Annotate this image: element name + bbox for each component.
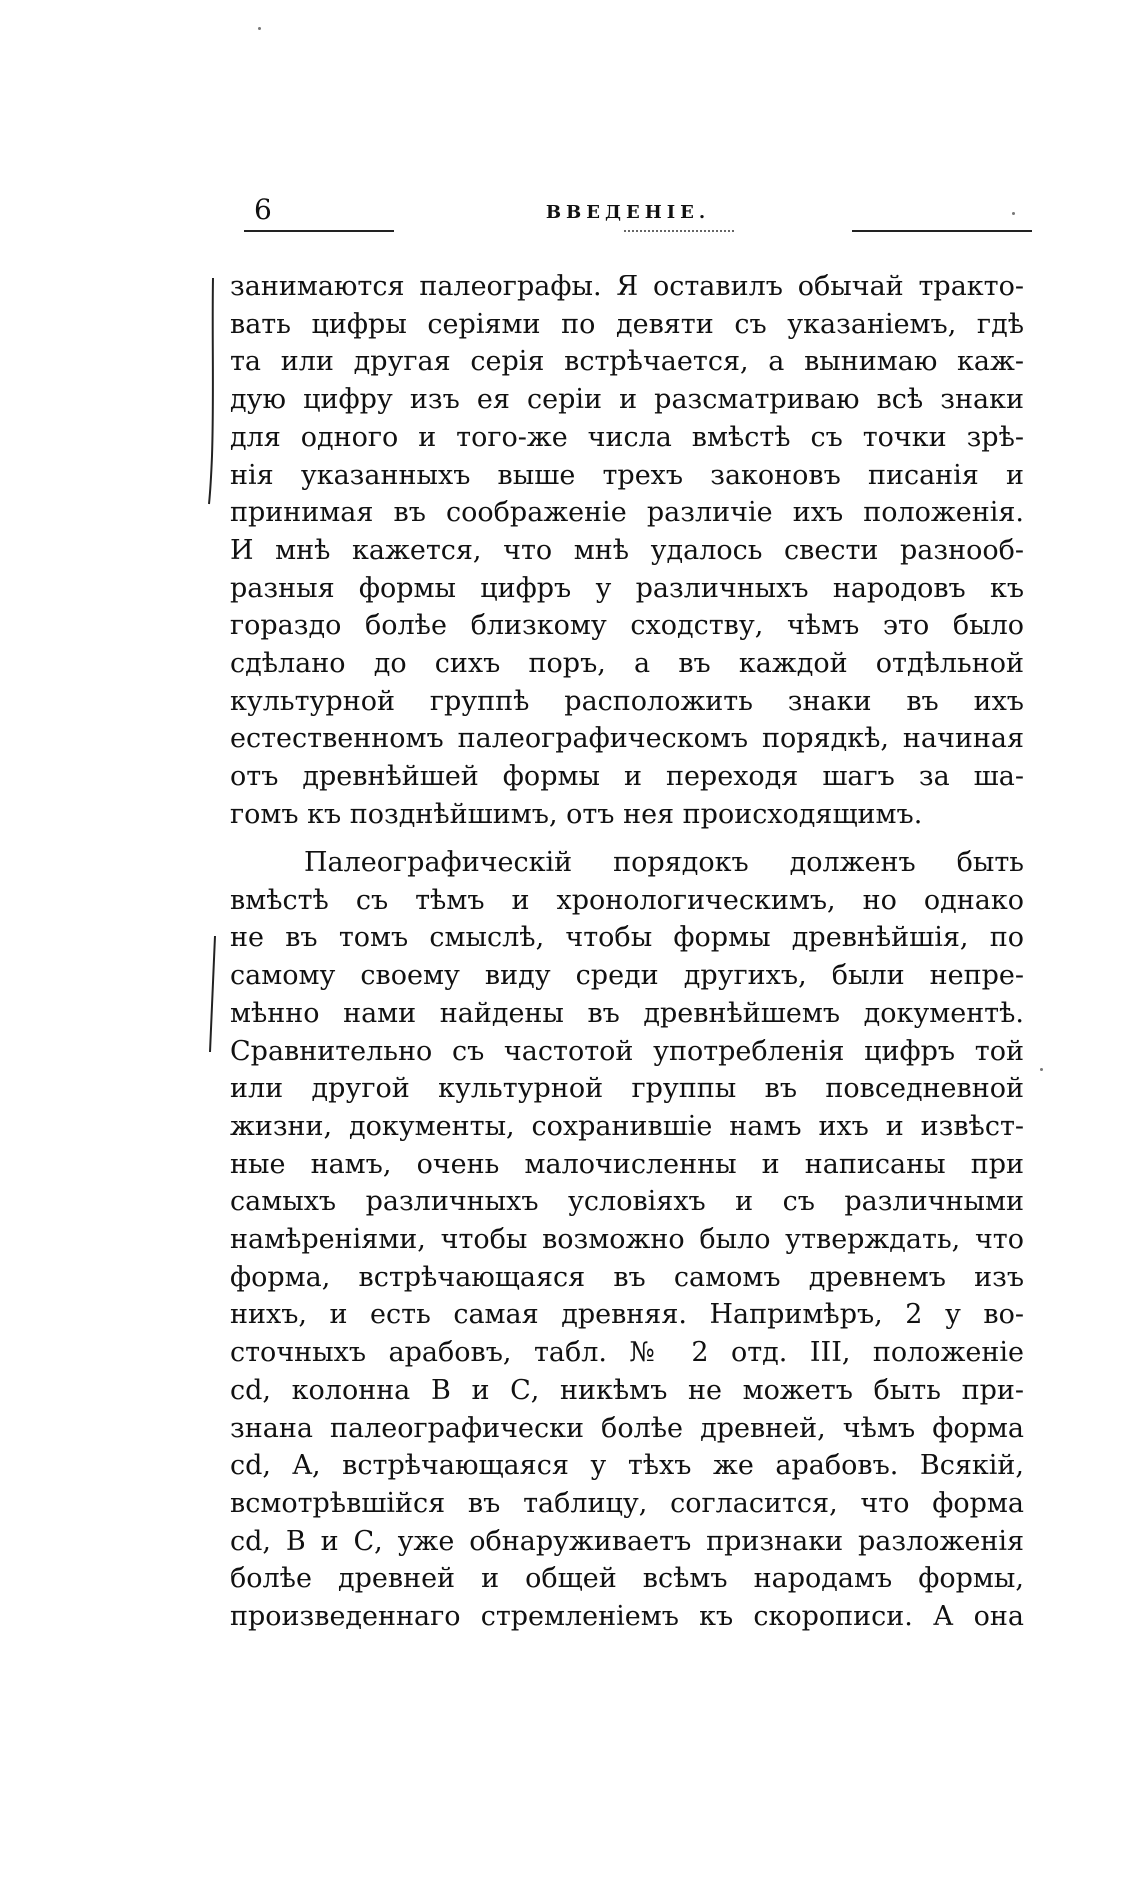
text-line: самому своему виду среди другихъ, были непре- [230,960,1024,992]
text-line: занимаются палеографы. Я оставилъ обычай тракто- [230,271,1024,302]
header-rule-mid [624,230,734,232]
running-title: ВВЕДЕНІЕ. [545,202,711,223]
text-line: знана палеографически болѣе древней, чѣмъ форма [230,1412,1024,1444]
paragraph-2 [230,844,1024,1636]
text-line: намѣреніями, чтобы возможно было утверждать, что [230,1224,1024,1256]
text-line: cd, колонна В и С, никѣмъ не можетъ быть при- [230,1374,1024,1406]
text-line: отъ древнѣйшей формы и переходя шагъ за ша- [230,761,1024,793]
text-line: дую цифру изъ ея серіи и разсматриваю всѣ знаки [230,384,1024,416]
speck [1040,1068,1043,1071]
text-line: форма, встрѣчающаяся въ самомъ древнемъ изъ [230,1261,1024,1293]
page-number: 6 [254,193,272,226]
text-line: Палеографическій порядокъ долженъ быть [304,847,1024,878]
text-line: Сравнительно съ частотой употребленія цифръ той [230,1035,1024,1067]
text-line: И мнѣ кажется, что мнѣ удалось свести разнооб- [230,534,1024,566]
header-rule-right [852,230,1032,232]
text-line: самыхъ различныхъ условіяхъ и съ различными [230,1186,1024,1218]
text-line: сточныхъ арабовъ, табл. № 2 отд. III, положеніе [230,1337,1024,1369]
text-line: жизни, документы, сохранившіе намъ ихъ и извѣст- [230,1110,1024,1142]
text-line: нія указанныхъ выше трехъ законовъ писанія и [230,459,1024,491]
speck [258,27,261,30]
margin-bar-2 [204,934,222,1054]
text-line: гомъ къ позднѣйшимъ, отъ нея происходящимъ. [230,798,923,830]
text-line: для одного и того-же числа вмѣстѣ съ точки зрѣ- [230,421,1024,453]
text-line: принимая въ соображеніе различіе ихъ положенія. [230,497,1024,529]
paragraph-1 [230,268,1024,834]
margin-bar-1 [204,276,222,506]
text-line: произведеннаго стремленіемъ къ скорописи. А она [230,1601,1024,1633]
text-line: культурной группѣ расположить знаки въ ихъ [230,685,1024,717]
text-line: всмотрѣвшійся въ таблицу, согласится, что форма [230,1487,1024,1519]
text-line: cd, A, встрѣчающаяся у тѣхъ же арабовъ. Всякій, [230,1450,1024,1482]
text-line: сдѣлано до сихъ поръ, а въ каждой отдѣльной [230,648,1024,680]
header-rule-left [244,230,394,232]
text-line: ные намъ, очень малочисленны и написаны при [230,1148,1024,1180]
text-line: или другой культурной группы въ повседневной [230,1073,1024,1105]
text-line: разныя формы цифръ у различныхъ народовъ къ [230,572,1024,604]
text-line: cd, В и С, уже обнаруживаетъ признаки разложенія [230,1525,1024,1557]
text-line: нихъ, и есть самая древняя. Напримѣръ, 2 у во- [230,1299,1024,1331]
text-line: мѣнно нами найдены въ древнѣйшемъ документѣ. [230,997,1024,1029]
text-line: не въ томъ смыслѣ, чтобы формы древнѣйшія, по [230,922,1024,954]
text-line: естественномъ палеографическомъ порядкѣ, начиная [230,723,1024,755]
text-line: та или другая серія встрѣчается, а вынимаю каж- [230,346,1024,378]
text-line: вмѣстѣ съ тѣмъ и хронологическимъ, но однако [230,884,1024,916]
text-line: болѣе древней и общей всѣмъ народамъ формы, [230,1563,1024,1595]
page-header [224,193,1032,236]
text-line: вать цифры серіями по девяти съ указаніемъ, гдѣ [230,308,1024,340]
text-line: гораздо болѣе близкому сходству, чѣмъ это было [230,610,1024,642]
